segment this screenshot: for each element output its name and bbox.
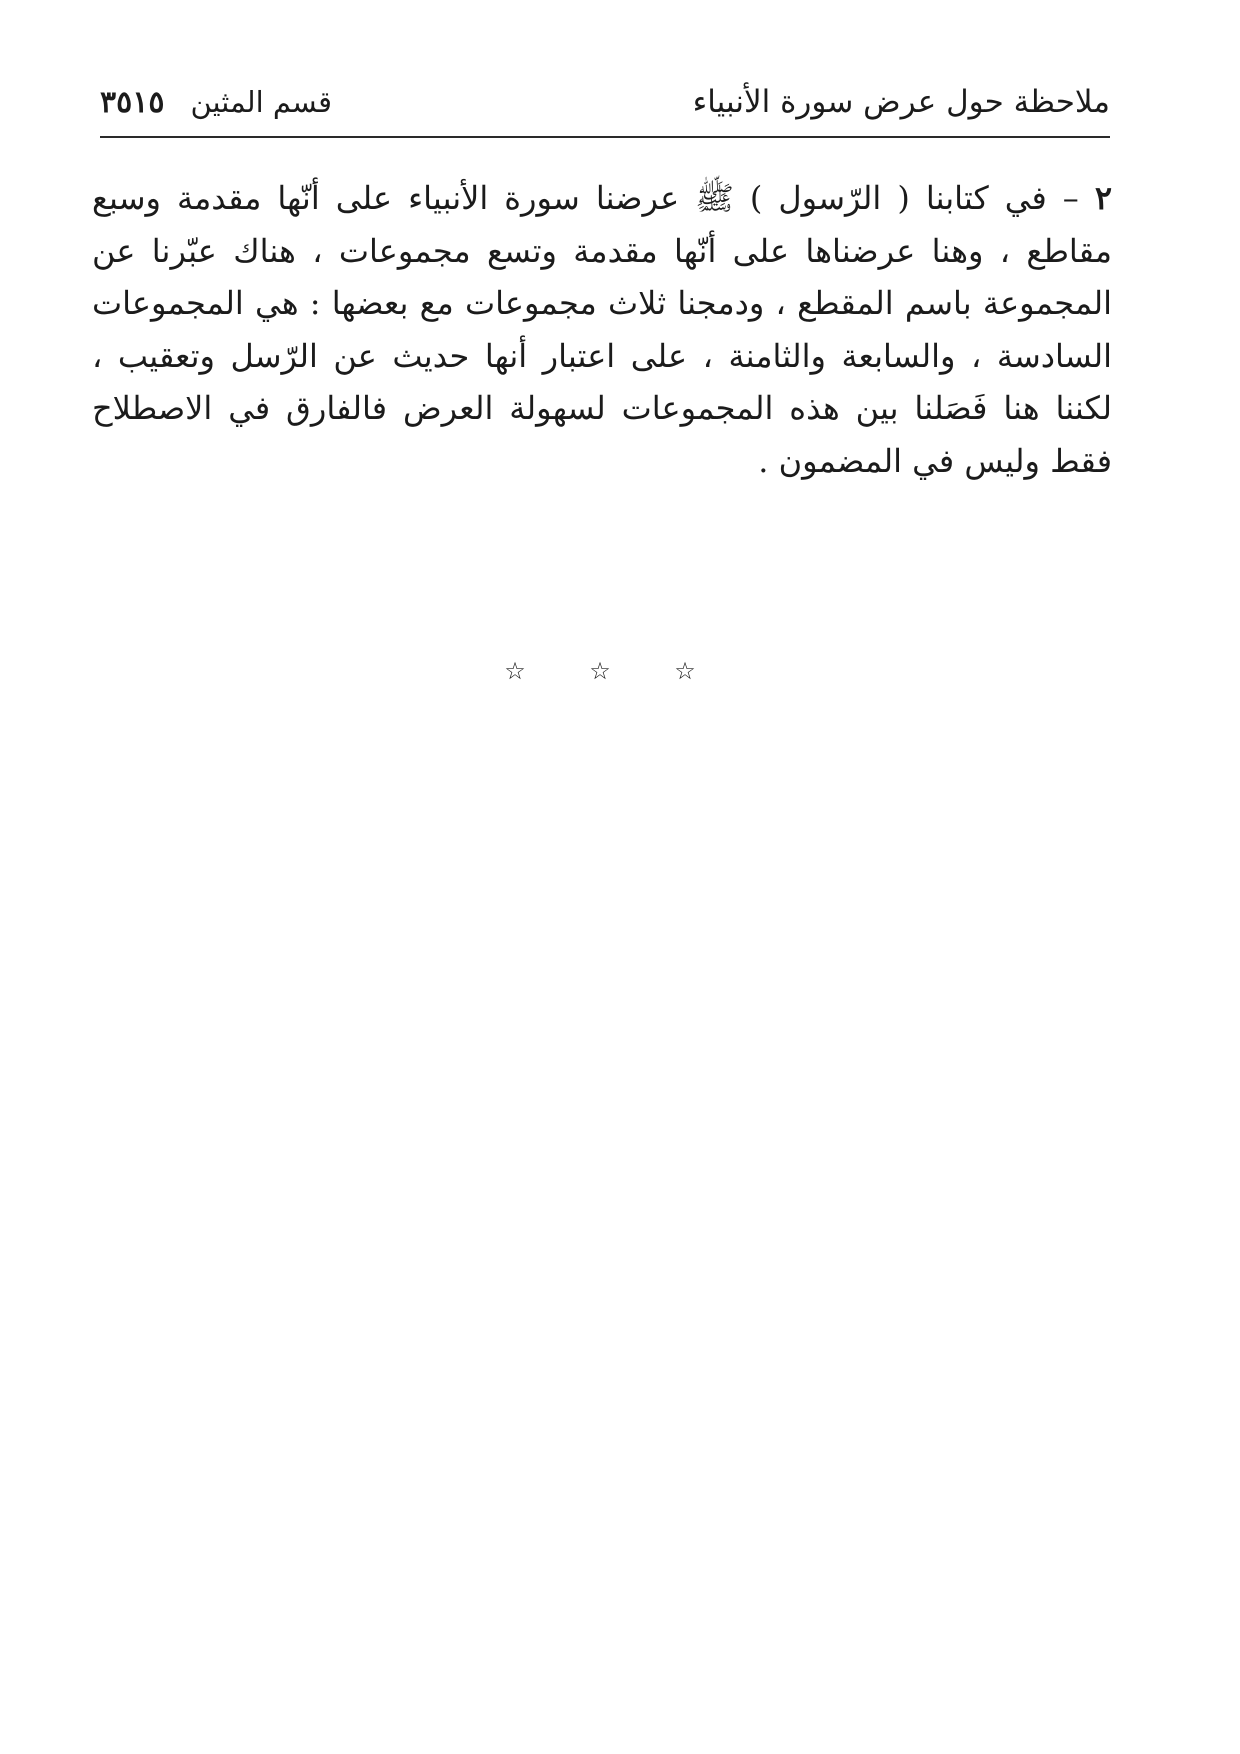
body-paragraph	[92, 172, 1112, 487]
page-header	[100, 82, 1110, 122]
section-separator	[500, 656, 700, 686]
star-icon: ☆	[674, 657, 696, 685]
page-number: ٣٥١٥	[100, 85, 165, 120]
running-title: ملاحظة حول عرض سورة الأنبياء	[692, 84, 1110, 120]
item-number: ٢	[1094, 179, 1112, 217]
header-divider	[100, 136, 1110, 138]
star-icon: ☆	[504, 657, 526, 685]
header-page-info	[100, 82, 332, 123]
star-icon: ☆	[589, 657, 611, 685]
paragraph-text: – في كتابنا ( الرّسول ) ﷺ عرضنا سورة الأنبياء على أنّها مقدمة وسبع مقاطع ، وهنا عرضناها على أنّها مقدمة وتسع مجموعات ، هناك عبّرنا عن المجموعة باسم المقطع ، ودمجنا ثلاث مجموعات مع بعضها : هي المجموعات السادسة ، والسابعة والثامنة ، على اعتبار أنها حديث عن الرّسل وتعقيب ، لكننا هنا فَصَلنا بين هذه المجموعات لسهولة العرض فالفارق في الاصطلاح فقط وليس في المضمون .	[92, 179, 1113, 480]
book-part-label: قسم المثين	[190, 85, 332, 119]
